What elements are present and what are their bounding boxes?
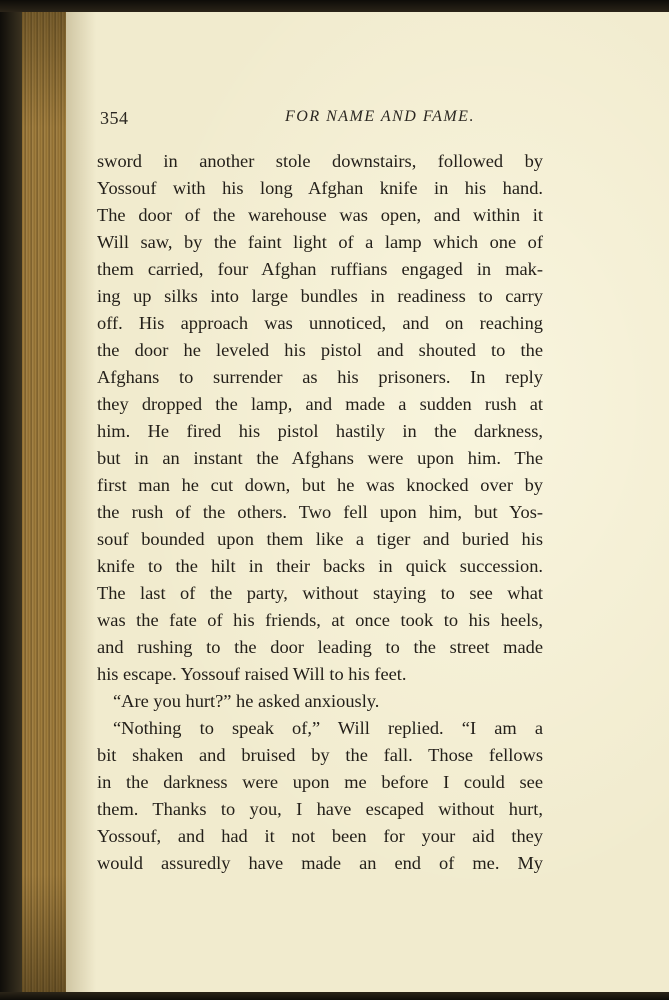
page-number: 354: [100, 108, 129, 128]
text-line: his escape. Yossouf raised Will to his feet.: [97, 664, 407, 684]
text-line: sword in another stole downstairs, followed by: [97, 151, 543, 171]
text-line: but in an instant the Afghans were upon him. The: [97, 448, 543, 468]
text-line: Will saw, by the faint light of a lamp which one of: [97, 232, 543, 252]
text-line: was the fate of his friends, at once took to his heels,: [97, 610, 543, 630]
text-line: ing up silks into large bundles in readiness to carry: [97, 286, 543, 306]
book-binding-edge: [0, 0, 22, 1000]
text-line: they dropped the lamp, and made a sudden rush at: [97, 394, 543, 414]
text-line: first man he cut down, but he was knocked over by: [97, 475, 543, 495]
text-line: knife to the hilt in their backs in quick succession.: [97, 556, 543, 576]
text-line: Yossouf, and had it not been for your aid they: [97, 826, 543, 846]
text-line: them carried, four Afghan ruffians engaged in mak-: [97, 259, 543, 279]
text-line: Yossouf with his long Afghan knife in his hand.: [97, 178, 543, 198]
text-line: the door he leveled his pistol and shouted to the: [97, 340, 543, 360]
text-line: Afghans to surrender as his prisoners. In reply: [97, 367, 543, 387]
text-line: in the darkness were upon me before I could see: [97, 772, 543, 792]
text-line: bit shaken and bruised by the fall. Those fellows: [97, 745, 543, 765]
text-line: The last of the party, without staying to see what: [97, 583, 543, 603]
body-text: [97, 148, 543, 877]
gilded-page-edges: [22, 10, 67, 992]
text-line: “Nothing to speak of,” Will replied. “I am a: [113, 718, 543, 738]
text-line: the rush of the others. Two fell upon him, but Yos-: [97, 502, 543, 522]
running-head: FOR NAME AND FAME.: [285, 108, 475, 125]
text-line: off. His approach was unnoticed, and on reaching: [97, 313, 543, 333]
page-header: [100, 108, 540, 138]
text-line: him. He fired his pistol hastily in the darkness,: [97, 421, 543, 441]
bottom-edge-shadow: [0, 992, 669, 1000]
text-line: souf bounded upon them like a tiger and buried his: [97, 529, 543, 549]
text-line: them. Thanks to you, I have escaped without hurt,: [97, 799, 543, 819]
text-line: and rushing to the door leading to the street made: [97, 637, 543, 657]
text-line: The door of the warehouse was open, and within it: [97, 205, 543, 225]
text-line: “Are you hurt?” he asked anxiously.: [113, 691, 380, 711]
top-edge-shadow: [0, 0, 669, 12]
text-line: would assuredly have made an end of me. My: [97, 853, 543, 873]
